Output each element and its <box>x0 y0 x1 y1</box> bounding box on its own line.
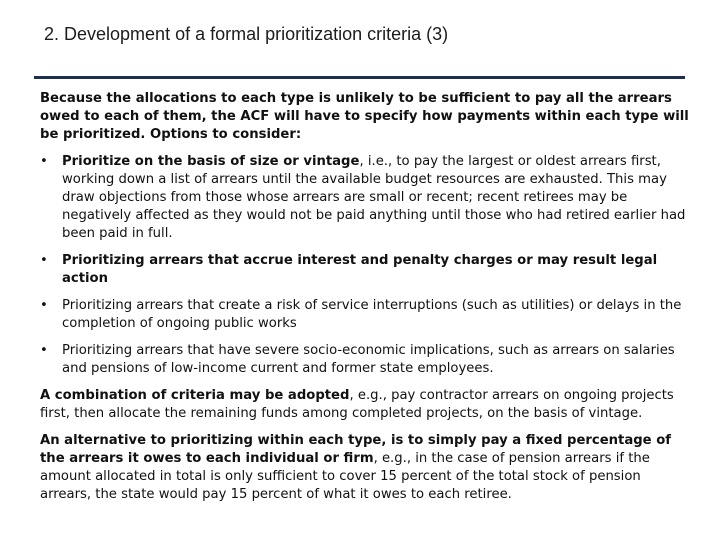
combination-lead: A combination of criteria may be adopted <box>40 388 350 403</box>
intro-paragraph: Because the allocations to each type is unlikely to be sufficient to pay all the arrears owed to each of them, the ACF will have to specify how payments within each type will be prioritized. Options to consider: <box>40 91 689 142</box>
list-item <box>40 342 696 378</box>
bullet-text: , i.e., to pay the largest or oldest arrears first, working down a list of arrears until the available budget resources are exhausted. This may draw objections from those whose arrears are small or recent; recent retirees may be negatively affected as they would not be paid anything until those who had retired earlier had been paid in full. <box>62 154 686 241</box>
bullet-text: Prioritizing arrears that have severe socio-economic implications, such as arrears on salaries and pensions of low-income current and former state employees. <box>62 343 675 376</box>
alternative-text: , e.g., in the case of pension arrears if the amount allocated in total is only sufficient to cover 15 percent of the total stock of pension arrears, the state would pay 15 percent of what it owes to each retiree. <box>40 451 650 502</box>
bullet-lead: Prioritize on the basis of size or vintage <box>62 154 360 169</box>
combination-text: , e.g., pay contractor arrears on ongoing projects first, then allocate the remaining funds among completed projects, on the basis of vintage. <box>40 388 674 421</box>
combination-paragraph <box>40 387 696 423</box>
bullet-icon: • <box>40 253 48 268</box>
bullet-icon: • <box>40 298 48 313</box>
slide-title: 2. Development of a formal prioritization criteria (3) <box>44 24 449 44</box>
bullet-text: Prioritizing arrears that create a risk of service interruptions (such as utilities) or delays in the completion of ongoing public works <box>62 298 682 331</box>
bullet-lead: Prioritizing arrears that accrue interest and penalty charges or may result legal action <box>62 253 658 286</box>
slide-body <box>40 90 696 513</box>
list-item <box>40 153 696 243</box>
bullet-icon: • <box>40 154 48 169</box>
alternative-lead: An alternative to prioritizing within each type, is to simply pay a fixed percentage of the arrears it owes to each individual or firm <box>40 433 672 466</box>
options-list <box>40 153 696 378</box>
title-underline <box>34 76 685 79</box>
bullet-icon: • <box>40 343 48 358</box>
list-item <box>40 297 696 333</box>
alternative-paragraph <box>40 432 696 504</box>
list-item <box>40 252 696 288</box>
